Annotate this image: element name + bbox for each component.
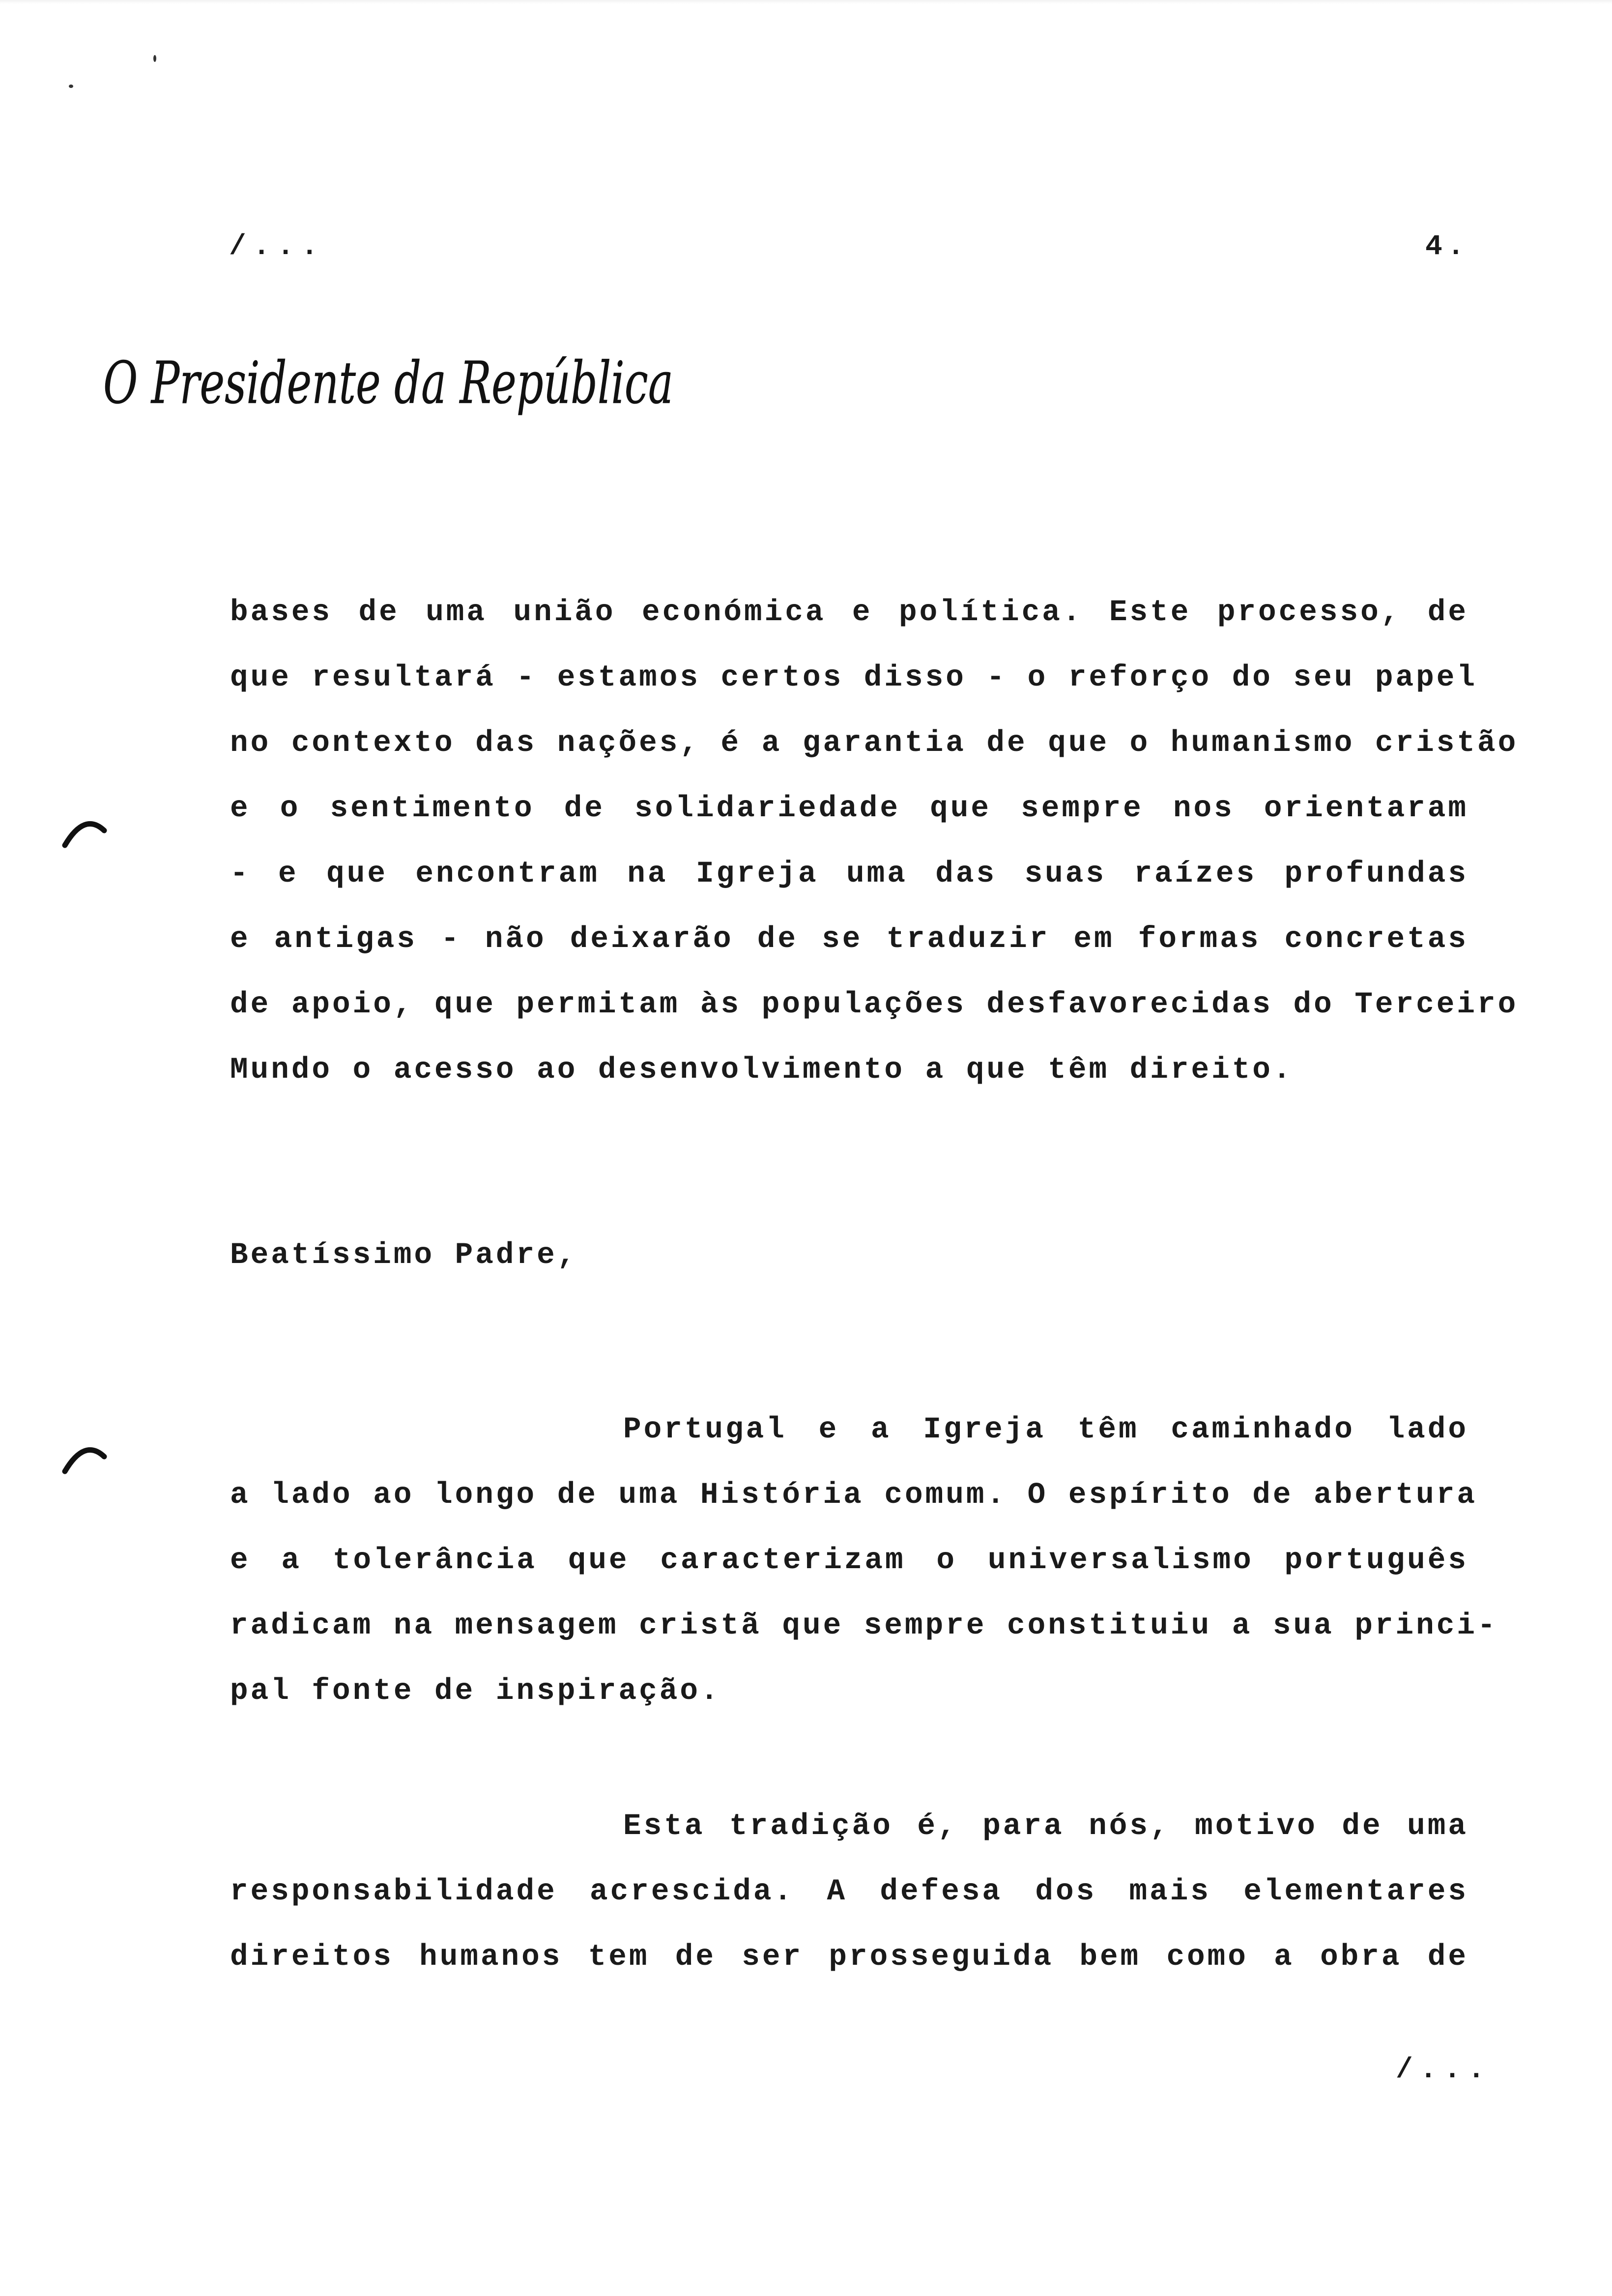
paragraph-1-line: - e que encontram na Igreja uma das suas raízes profundas	[230, 857, 1468, 891]
scan-speck	[69, 85, 73, 88]
paragraph-2-line: pal fonte de inspiração.	[230, 1674, 721, 1708]
paragraph-1-line: Mundo o acesso ao desenvolvimento a que têm direito.	[230, 1053, 1294, 1087]
letterhead-calligraphy	[98, 339, 688, 437]
punch-hole-mark	[61, 1437, 108, 1484]
scan-speck	[153, 55, 156, 62]
paragraph-1-line: de apoio, que permitam às populações desfavorecidas do Terceiro	[230, 988, 1519, 1022]
punch-hole-mark	[61, 811, 108, 858]
salutation: Beatíssimo Padre,	[230, 1238, 578, 1272]
continuation-marker-top: /...	[229, 231, 325, 263]
paragraph-1	[230, 580, 1519, 1103]
paragraph-2	[230, 1397, 1498, 1724]
scan-edge	[0, 0, 1612, 4]
paragraph-2-line: a lado ao longo de uma História comum. O espírito de abertura	[230, 1478, 1477, 1512]
page-number: 4.	[1425, 231, 1469, 263]
letterhead-title: O Presidente da República	[103, 349, 673, 417]
paragraph-2-line: radicam na mensagem cristã que sempre constituiu a sua princi-	[230, 1609, 1498, 1643]
paragraph-3	[230, 1794, 1468, 1990]
paragraph-2-line: e a tolerância que caracterizam o universalismo português	[230, 1544, 1468, 1578]
paragraph-3-line: direitos humanos tem de ser prosseguida bem como a obra de	[230, 1940, 1468, 1974]
paragraph-3-line: Esta tradição é, para nós, motivo de uma	[623, 1809, 1468, 1843]
letterhead	[98, 339, 688, 437]
paragraph-1-line: no contexto das nações, é a garantia de que o humanismo cristão	[230, 726, 1519, 760]
paragraph-2-line: Portugal e a Igreja têm caminhado lado	[623, 1413, 1468, 1447]
paragraph-1-line: e o sentimento de solidariedade que sempre nos orientaram	[230, 792, 1468, 826]
continuation-marker-bottom: /...	[1396, 2054, 1492, 2086]
paragraph-3-line: responsabilidade acrescida. A defesa dos mais elementares	[230, 1875, 1468, 1909]
paragraph-1-line: e antigas - não deixarão de se traduzir em formas concretas	[230, 922, 1468, 956]
paragraph-1-line: bases de uma união económica e política. Este processo, de	[230, 596, 1468, 630]
paragraph-1-line: que resultará - estamos certos disso - o reforço do seu papel	[230, 661, 1477, 695]
